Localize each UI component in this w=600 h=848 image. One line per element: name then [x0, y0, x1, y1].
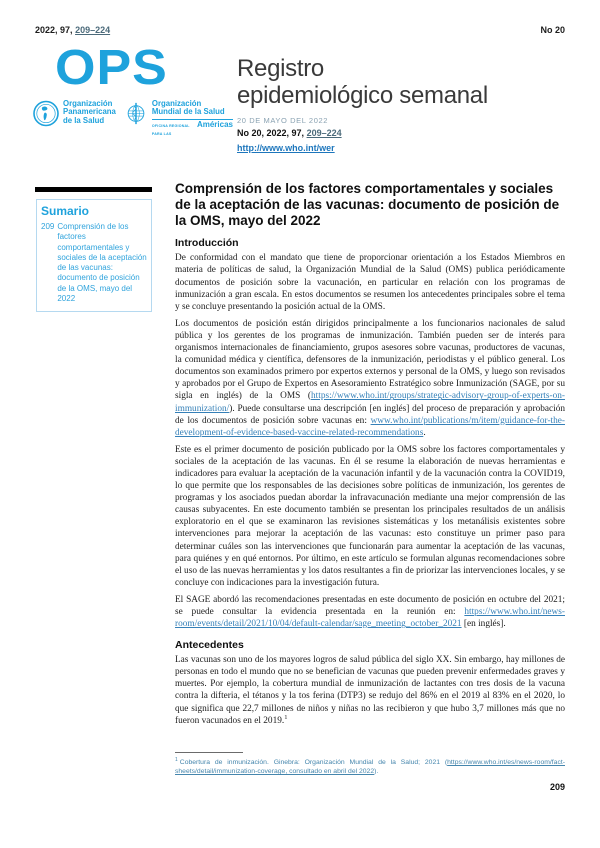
paragraph-2: [175, 318, 565, 439]
masthead-pages-link[interactable]: 209–224: [306, 128, 342, 138]
footnote-text: Cobertura de inmunización. Ginebra: Organización Mundial de la Salud; 2021 (: [179, 759, 448, 766]
who-name-line2: Mundial de la Salud: [151, 107, 225, 117]
running-header: [35, 25, 565, 35]
paho-name-line2: Panamericana: [63, 107, 116, 117]
immunization-coverage-link[interactable]: https://www.who.int/es/news-room/fact-sheets/detail/immunization-coverage, consultado en abril del 2022: [175, 759, 565, 775]
masthead-issue-prefix: No 20, 2022, 97,: [237, 128, 305, 138]
volume-text: 2022, 97,: [35, 25, 73, 35]
paragraph-3: Este es el primer documento de posición publicado por la OMS sobre los factores comportamentales y sociales de la aceptación de las vacunas. En él se resume la elaboración de nuevas herramientas e indicadores para evaluar la aceptación de la vacunación infantil y de la vacunación contra la COVID19, lo que permite que los responsables de las decisiones sobre políticas de inmunización, los gerentes de programas y los asociados puedan abordar la infravacunación mediante una mejor comprensión de las causas subyacentes. En este documento también se presentan los principales resultados de un análisis exploratorio en el que se examinaron las revisiones sistemáticas y los metanálisis existentes sobre intervenciones para mejorar la aceptación de las vacunas: esto constituye un primer paso para determinar cuáles son las intervenciones que funcionarán para aumentar la aceptación de las vacunas, para quiénes y en qué entornos. Por último, en este artículo se formulan algunas recomendaciones sobre el uso de las nuevas herramientas y los datos resultantes a fin de priorizar las intervenciones locales, y se concluye con indicaciones para la investigación futura.: [175, 444, 565, 588]
sumario-entry-page: 209: [41, 222, 55, 231]
footnote-reference[interactable]: 1: [284, 713, 288, 721]
publication-title-line1: Registro: [237, 55, 324, 82]
sage-group-link[interactable]: https://www.who.int/groups/strategic-advisory-group-of-experts-on-immunization/: [175, 391, 565, 414]
ops-logo: OPS: [55, 40, 168, 96]
paragraph-5: [175, 654, 565, 727]
paho-logo-lockup: [33, 100, 116, 139]
footnote-rule: [175, 752, 243, 753]
paho-name-line1: Organización: [63, 98, 113, 108]
who-emblem-icon: [124, 100, 148, 132]
sumario-entry-link[interactable]: Comprensión de los factores comportamentales y sociales de la aceptación de las vacunas: documento de posición de la OMS, mayo del 2022: [57, 222, 147, 304]
publication-date: 20 DE MAYO DEL 2022: [237, 116, 329, 125]
paragraph-4: [175, 594, 565, 630]
who-region-small-text: OFICINA REGIONAL PARA LAS: [151, 123, 190, 137]
paho-name-line3: de la Salud: [63, 115, 105, 125]
sidebar-top-rule: [35, 187, 152, 192]
sage-meeting-link[interactable]: https://www.who.int/news-room/events/detail/2021/10/04/default-calendar/sage_meeting_october_2021: [175, 607, 565, 630]
article-title: Comprensión de los factores comportamentales y sociales de la aceptación de las vacunas: documento de posición de la OMS, mayo del 2022: [175, 181, 560, 228]
publication-title-line2: epidemiológico semanal: [237, 82, 488, 109]
sumario-title: Sumario: [41, 204, 90, 218]
paragraph-1: De conformidad con el mandato que tiene de proporcionar orientación a los Estados Miembros en materia de políticas de salud, la Organización Mundial de la Salud (OMS) publica periódicamente documentos de posición sobre la vacunación, en particular en relación con los programas de inmunización a gran escala. En estos documentos se resumen los antecedentes principales sobre el tema y se concluye presentando la posición actual de la OMS.: [175, 253, 565, 312]
section-heading-introduccion: Introducción: [175, 237, 239, 250]
volume-reference: [35, 25, 110, 35]
masthead: [237, 55, 567, 156]
pages-range-link[interactable]: 209–224: [75, 25, 111, 35]
paragraph-4-text: El SAGE abordó las recomendaciones presentadas en este documento de posición en octubre del 2021; se puede consultar la evidencia presentada en la reunión en:: [175, 594, 565, 618]
who-logo-lockup: [124, 100, 233, 139]
paragraph-2-text3: .: [423, 427, 426, 438]
sumario-entry: [41, 222, 147, 304]
issue-number: No 20: [540, 25, 565, 35]
paragraph-2-text2: ). Puede consultarse una descripción [en inglés] del proceso de preparación y aprobación de los documentos de posición sobre vacunas en:: [175, 403, 565, 426]
footnote-marker: 1: [175, 756, 178, 763]
article-body: [175, 181, 565, 732]
paragraph-4-text2: [en inglés].: [461, 619, 506, 630]
who-name-line1: Organización: [151, 98, 202, 108]
paragraph-5-text: Las vacunas son uno de los mayores logros de salud pública del siglo XX. Sin embargo, hay millones de personas en todo el mundo que no se benefician de vacunas que pueden prevenir enfermedades graves y muertes. Por ejemplo, la cobertura mundial de inmunización de lactantes con tres dosis de la vacuna contra la difteria, el tétanos y la tos ferina (DTP3) se redujo del 86% en el 2019 al 83% en el 2020, lo que significa que 22,7 millones de niños y niñas no las recibieron y que hubo 3,7 millones más que no fueron vacunados en el 2019.: [175, 655, 565, 726]
section-heading-antecedentes: Antecedentes: [175, 639, 244, 652]
footnote-1: [175, 758, 565, 776]
footnote-text2: ).: [374, 768, 379, 775]
masthead-issue-line: [237, 128, 567, 138]
vaccine-guidance-link[interactable]: www.who.int/publications/m/item/guidance-for-the-development-of-evidence-based-vaccine-related-recommendations: [175, 415, 565, 438]
paho-seal-icon: [33, 100, 59, 132]
page-number: 209: [549, 782, 565, 792]
ops-brand-block: [33, 40, 233, 139]
who-region-line: [152, 119, 233, 139]
paragraph-2-text: Los documentos de posición están dirigidos principalmente a los funcionarios nacionales de salud pública y los gerentes de los programas de inmunización. También pueden ser de interés para organismos internacionales de financiamiento, grupos asesores sobre vacunas, productores de vacunas, la comunidad médica y científica, defensores de la inmunización, periodistas y el público general. Los documentos son examinados primero por expertos externos y personal de la OMS, y luego son revisados y aprobados por el Grupo de Expertos en Asesoramiento Estratégico sobre Inmunización (SAGE, por su sigla en inglés) de la OMS (: [175, 318, 565, 402]
publication-url-link[interactable]: http://www.who.int/wer: [237, 143, 335, 153]
who-region-americas: Américas: [196, 119, 233, 129]
publication-title: [237, 55, 567, 109]
footnote-block: [175, 752, 565, 776]
sumario-box: [36, 199, 152, 312]
